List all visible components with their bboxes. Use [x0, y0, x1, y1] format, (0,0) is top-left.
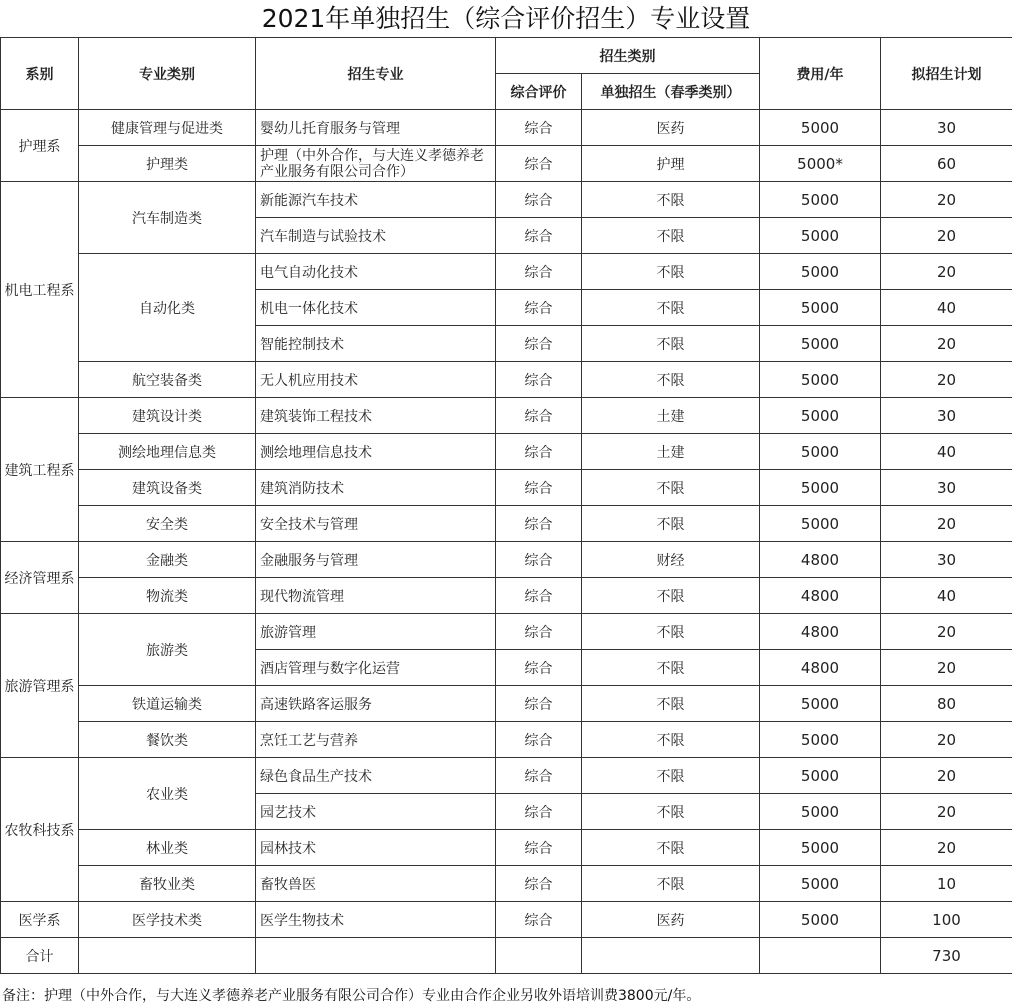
table-row	[1, 182, 1012, 218]
category-cell: 铁道运输类	[79, 686, 256, 722]
table-row	[1, 146, 1012, 182]
fee-cell: 5000	[760, 290, 881, 326]
category-cell: 旅游类	[79, 614, 256, 686]
major-cell: 无人机应用技术	[256, 362, 496, 398]
ind-cell: 不限	[582, 182, 760, 218]
ind-cell: 不限	[582, 218, 760, 254]
category-cell: 畜牧业类	[79, 866, 256, 902]
total-plan: 730	[881, 938, 1012, 974]
category-cell: 物流类	[79, 578, 256, 614]
table-row	[1, 110, 1012, 146]
fee-cell: 5000	[760, 362, 881, 398]
ind-cell: 土建	[582, 398, 760, 434]
comp-cell: 综合	[496, 146, 582, 182]
dept-cell: 医学系	[1, 902, 79, 938]
header-major: 招生专业	[256, 38, 496, 110]
comp-cell: 综合	[496, 686, 582, 722]
dept-cell: 建筑工程系	[1, 398, 79, 542]
fee-cell: 5000	[760, 110, 881, 146]
major-cell: 园艺技术	[256, 794, 496, 830]
comp-cell: 综合	[496, 614, 582, 650]
fee-cell: 5000	[760, 326, 881, 362]
fee-cell: 5000	[760, 758, 881, 794]
table-row	[1, 722, 1012, 758]
comp-cell: 综合	[496, 902, 582, 938]
plan-cell: 20	[881, 362, 1012, 398]
table-row	[1, 758, 1012, 794]
fee-cell: 5000	[760, 254, 881, 290]
table-row	[1, 542, 1012, 578]
ind-cell: 不限	[582, 830, 760, 866]
header-plan: 拟招生计划	[881, 38, 1012, 110]
dept-cell: 农牧科技系	[1, 758, 79, 902]
category-cell: 测绘地理信息类	[79, 434, 256, 470]
table-row	[1, 578, 1012, 614]
table-row	[1, 866, 1012, 902]
category-cell: 林业类	[79, 830, 256, 866]
plan-cell: 10	[881, 866, 1012, 902]
fee-cell: 5000	[760, 218, 881, 254]
comp-cell: 综合	[496, 218, 582, 254]
category-cell: 安全类	[79, 506, 256, 542]
category-cell: 健康管理与促进类	[79, 110, 256, 146]
major-cell: 电气自动化技术	[256, 254, 496, 290]
plan-cell: 20	[881, 794, 1012, 830]
major-cell: 金融服务与管理	[256, 542, 496, 578]
plan-cell: 20	[881, 326, 1012, 362]
category-cell: 护理类	[79, 146, 256, 182]
plan-cell: 30	[881, 398, 1012, 434]
plan-cell: 20	[881, 182, 1012, 218]
comp-cell: 综合	[496, 398, 582, 434]
category-cell: 汽车制造类	[79, 182, 256, 254]
comp-cell: 综合	[496, 290, 582, 326]
plan-cell: 20	[881, 254, 1012, 290]
category-cell: 金融类	[79, 542, 256, 578]
category-cell: 自动化类	[79, 254, 256, 362]
category-cell: 航空装备类	[79, 362, 256, 398]
ind-cell: 不限	[582, 722, 760, 758]
plan-cell: 20	[881, 722, 1012, 758]
major-cell: 建筑消防技术	[256, 470, 496, 506]
table-row	[1, 254, 1012, 290]
major-cell: 高速铁路客运服务	[256, 686, 496, 722]
comp-cell: 综合	[496, 506, 582, 542]
table-row	[1, 902, 1012, 938]
plan-cell: 20	[881, 830, 1012, 866]
major-cell: 测绘地理信息技术	[256, 434, 496, 470]
table-row	[1, 686, 1012, 722]
ind-cell: 护理	[582, 146, 760, 182]
fee-cell: 5000	[760, 398, 881, 434]
major-cell: 烹饪工艺与营养	[256, 722, 496, 758]
table-row	[1, 362, 1012, 398]
category-cell: 建筑设计类	[79, 398, 256, 434]
ind-cell: 不限	[582, 470, 760, 506]
major-cell: 新能源汽车技术	[256, 182, 496, 218]
enrollment-table	[0, 37, 1012, 974]
dept-cell: 护理系	[1, 110, 79, 182]
dept-cell: 机电工程系	[1, 182, 79, 398]
comp-cell: 综合	[496, 830, 582, 866]
category-cell: 餐饮类	[79, 722, 256, 758]
plan-cell: 30	[881, 470, 1012, 506]
ind-cell: 不限	[582, 614, 760, 650]
comp-cell: 综合	[496, 434, 582, 470]
ind-cell: 土建	[582, 434, 760, 470]
fee-cell: 5000	[760, 830, 881, 866]
major-cell: 智能控制技术	[256, 326, 496, 362]
ind-cell: 不限	[582, 686, 760, 722]
major-cell: 汽车制造与试验技术	[256, 218, 496, 254]
plan-cell: 20	[881, 614, 1012, 650]
ind-cell: 不限	[582, 650, 760, 686]
page-title: 2021年单独招生（综合评价招生）专业设置	[261, 4, 751, 33]
category-cell: 农业类	[79, 758, 256, 830]
category-cell: 医学技术类	[79, 902, 256, 938]
header-enroll-type: 招生类别	[496, 38, 760, 74]
comp-cell: 综合	[496, 650, 582, 686]
total-row	[1, 938, 1012, 974]
header-category: 专业类别	[79, 38, 256, 110]
header-independent: 单独招生（春季类别）	[582, 74, 760, 110]
major-cell: 畜牧兽医	[256, 866, 496, 902]
plan-cell: 20	[881, 506, 1012, 542]
ind-cell: 不限	[582, 254, 760, 290]
ind-cell: 医药	[582, 110, 760, 146]
major-cell: 现代物流管理	[256, 578, 496, 614]
fee-cell: 5000	[760, 470, 881, 506]
ind-cell: 不限	[582, 290, 760, 326]
fee-cell: 5000	[760, 866, 881, 902]
footnote: 备注：护理（中外合作，与大连义孝德养老产业服务有限公司合作）专业由合作企业另收外语培训费3800元/年。	[2, 988, 701, 1004]
table-row	[1, 470, 1012, 506]
fee-cell: 5000	[760, 686, 881, 722]
fee-cell: 5000	[760, 902, 881, 938]
ind-cell: 不限	[582, 794, 760, 830]
major-cell: 园林技术	[256, 830, 496, 866]
comp-cell: 综合	[496, 758, 582, 794]
comp-cell: 综合	[496, 542, 582, 578]
plan-cell: 20	[881, 650, 1012, 686]
comp-cell: 综合	[496, 326, 582, 362]
fee-cell: 5000	[760, 722, 881, 758]
comp-cell: 综合	[496, 470, 582, 506]
dept-cell: 旅游管理系	[1, 614, 79, 758]
plan-cell: 20	[881, 758, 1012, 794]
major-cell: 酒店管理与数字化运营	[256, 650, 496, 686]
fee-cell: 5000	[760, 182, 881, 218]
ind-cell: 财经	[582, 542, 760, 578]
major-cell: 绿色食品生产技术	[256, 758, 496, 794]
major-cell: 旅游管理	[256, 614, 496, 650]
ind-cell: 不限	[582, 362, 760, 398]
comp-cell: 综合	[496, 578, 582, 614]
ind-cell: 医药	[582, 902, 760, 938]
plan-cell: 80	[881, 686, 1012, 722]
plan-cell: 30	[881, 110, 1012, 146]
category-cell: 建筑设备类	[79, 470, 256, 506]
comp-cell: 综合	[496, 866, 582, 902]
header-fee: 费用/年	[760, 38, 881, 110]
ind-cell: 不限	[582, 326, 760, 362]
fee-cell: 4800	[760, 650, 881, 686]
ind-cell: 不限	[582, 866, 760, 902]
header-dept: 系别	[1, 38, 79, 110]
plan-cell: 40	[881, 434, 1012, 470]
comp-cell: 综合	[496, 182, 582, 218]
fee-cell: 5000	[760, 434, 881, 470]
plan-cell: 30	[881, 542, 1012, 578]
table-row	[1, 434, 1012, 470]
table-row	[1, 614, 1012, 650]
ind-cell: 不限	[582, 758, 760, 794]
plan-cell: 100	[881, 902, 1012, 938]
fee-cell: 5000*	[760, 146, 881, 182]
comp-cell: 综合	[496, 254, 582, 290]
plan-cell: 40	[881, 290, 1012, 326]
major-cell: 婴幼儿托育服务与管理	[256, 110, 496, 146]
major-cell: 医学生物技术	[256, 902, 496, 938]
plan-cell: 60	[881, 146, 1012, 182]
comp-cell: 综合	[496, 794, 582, 830]
plan-cell: 40	[881, 578, 1012, 614]
fee-cell: 4800	[760, 578, 881, 614]
table-row	[1, 398, 1012, 434]
table-row	[1, 506, 1012, 542]
plan-cell: 20	[881, 218, 1012, 254]
ind-cell: 不限	[582, 578, 760, 614]
header-comprehensive: 综合评价	[496, 74, 582, 110]
major-cell: 建筑装饰工程技术	[256, 398, 496, 434]
major-cell: 护理（中外合作，与大连义孝德养老产业服务有限公司合作）	[256, 146, 496, 182]
fee-cell: 4800	[760, 542, 881, 578]
table-row	[1, 830, 1012, 866]
ind-cell: 不限	[582, 506, 760, 542]
total-label: 合计	[1, 938, 79, 974]
dept-cell: 经济管理系	[1, 542, 79, 614]
fee-cell: 5000	[760, 794, 881, 830]
major-cell: 安全技术与管理	[256, 506, 496, 542]
comp-cell: 综合	[496, 722, 582, 758]
major-cell: 机电一体化技术	[256, 290, 496, 326]
comp-cell: 综合	[496, 110, 582, 146]
fee-cell: 4800	[760, 614, 881, 650]
fee-cell: 5000	[760, 506, 881, 542]
comp-cell: 综合	[496, 362, 582, 398]
